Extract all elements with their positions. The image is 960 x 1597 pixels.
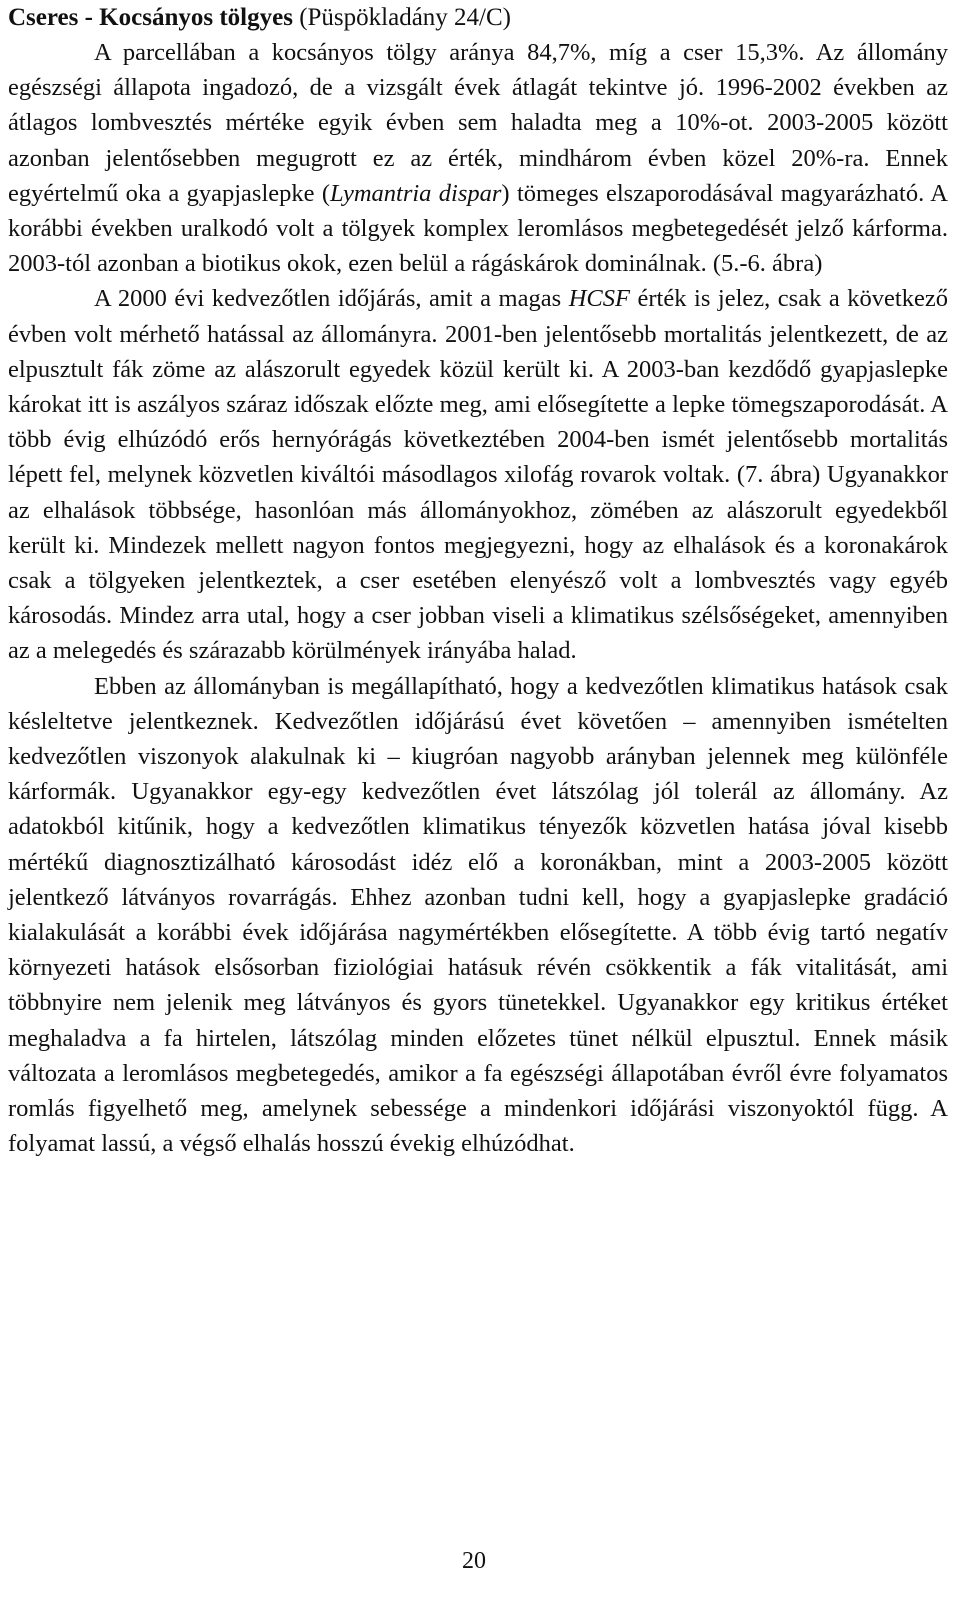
paragraph-1-text-b: ) tömeges elszaporodásával magyarázható. A korábbi években uralkodó volt a tölgyek komplex leromlásos megbetegedését jelző kárforma. 2003-tól azonban a biotikus okok, ezen belül a rágáskárok dominálnak. (5.-6. ábra) — [8, 179, 948, 278]
section-title: Cseres - Kocsányos tölgyes — [8, 4, 293, 31]
paragraph-1-text-a: A parcellában a kocsányos tölgy aránya 84,7%, míg a cser 15,3%. Az állomány egészségi állapota ingadozó, de a vizsgált évek átlagát tekintve jó. 1996-2002 években az átlagos lombvesztés mértéke egyik évben sem haladta meg a 10%-ot. 2003-2005 között azonban jelentősebben megugrott ez az érték, mindhárom évben közel 20%-ra. Ennek egyértelmű oka a gyapjaslepke ( — [8, 39, 948, 207]
paragraph-2-text-a: A 2000 évi kedvezőtlen időjárás, amit a magas — [94, 285, 569, 313]
paragraph-3 — [8, 669, 948, 1162]
page-number: 20 — [462, 1548, 486, 1574]
section-heading — [8, 0, 948, 35]
document-page — [8, 0, 948, 1162]
paragraph-3-text: Ebben az állományban is megállapítható, hogy a kedvezőtlen klimatikus hatások csak késleltetve jelentkeznek. Kedvezőtlen időjárású évet követően – amennyiben ismételten kedvezőtlen viszonyok alakulnak ki – kiugróan nagyobb arányban jelennek meg különféle kárformák. Ugyanakkor egy-egy kedvezőtlen évet látszólag jól tolerál az állomány. Az adatokból kitűnik, hogy a kedvezőtlen klimatikus tényezők közvetlen hatása jóval kisebb mértékű diagnosztizálható károsodást idéz elő a koronákban, mint a 2003-2005 között jelentkező látványos rovarrágás. Ehhez azonban tudni kell, hogy a gyapjaslepke gradáció kialakulását a korábbi évek időjárása nagymértékben elősegítette. A több évig tartó negatív környezeti hatások elsősorban fiziológiai hatásuk révén csökkentik a fák vitalitását, ami többnyire nem jelenik meg látványos és gyors tünetekkel. Ugyanakkor egy kritikus értéket meghaladva a fa hirtelen, látszólag minden előzetes tünet nélkül elpusztul. Ennek másik változata a leromlásos megbetegedés, amikor a fa egészségi állapotában évről évre folyamatos romlás figyelhető meg, amelynek sebessége a mindenkori időjárási viszonyoktól függ. A folyamat lassú, a végső elhalás hosszú évekig elhúzódhat. — [8, 672, 948, 1158]
species-name: Lymantria dispar — [330, 179, 502, 207]
hcsf-index: HCSF — [568, 285, 630, 313]
paragraph-2-text-b: érték is jelez, csak a következő évben volt mérhető hatással az állományra. 2001-ben jelentősebb mortalitás jelentkezett, de az elpusztult fák zöme az alászorult egyedek közül került ki. A 2003-ban kezdődő gyapjaslepke károkat itt is aszályos száraz időszak előzte meg, ami elősegítette a lepke tömegszaporodását. A több évig elhúzódó erős hernyórágás következtében 2004-ben ismét jelentősebb mortalitás lépett fel, melynek közvetlen kiváltói másodlagos xilofág rovarok voltak. (7. ábra) Ugyanakkor az elhalások többsége, hasonlóan más állományokhoz, zömében az alászorult egyedekből került ki. Mindezek mellett nagyon fontos megjegyezni, hogy az elhalások és a koronakárok csak a tölgyeken jelentkeztek, a cser esetében elenyésző volt a lombvesztés vagy egyéb károsodás. Mindez arra utal, hogy a cser jobban viseli a klimatikus szélsőségeket, amennyiben az a melegedés és szárazabb körülmények irányába halad. — [8, 285, 948, 665]
paragraph-1 — [8, 35, 948, 281]
paragraph-2 — [8, 281, 948, 668]
section-location: (Püspökladány 24/C) — [292, 4, 511, 31]
